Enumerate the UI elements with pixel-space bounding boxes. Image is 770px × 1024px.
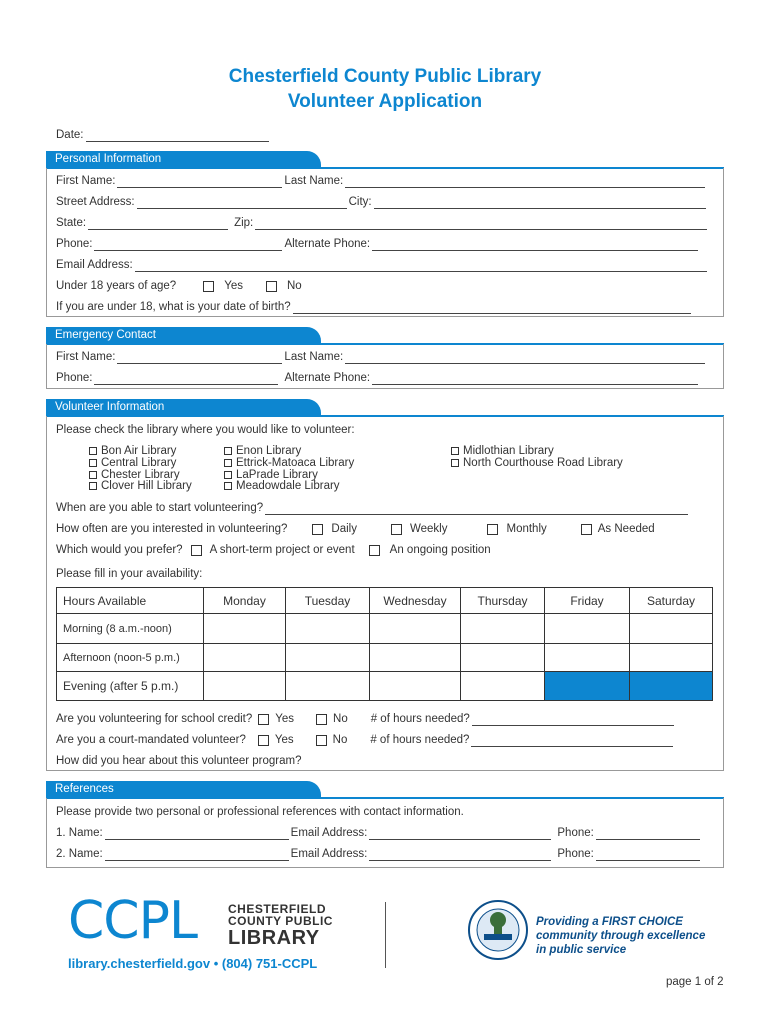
check-library-label: Please check the library where you would like to volunteer: <box>56 424 355 436</box>
page-number: page 1 of 2 <box>666 976 724 988</box>
school-yes-label: Yes <box>275 713 295 725</box>
street-label: Street Address: <box>56 196 135 208</box>
library-label: Chester Library <box>101 468 180 481</box>
school-credit-label: Are you volunteering for school credit? <box>56 713 253 725</box>
ccpl-logo-text: CCPL <box>68 891 197 951</box>
under18-no-label: No <box>286 280 302 292</box>
ccpl-logo-wordmark <box>228 903 333 949</box>
emergency-tab <box>46 327 321 344</box>
slogan-line-2: community through excellence <box>536 930 706 942</box>
as-needed-checkbox[interactable] <box>581 524 592 535</box>
ref2-email-label: Email Address: <box>290 848 368 860</box>
table-cell[interactable] <box>461 672 545 701</box>
start-field[interactable] <box>265 503 688 515</box>
first-name-field[interactable] <box>117 176 282 188</box>
last-name-field[interactable] <box>345 176 705 188</box>
date-field[interactable] <box>86 130 269 142</box>
short-term-label: A short-term project or event <box>209 544 355 556</box>
availability-table <box>56 587 713 701</box>
monthly-checkbox[interactable] <box>487 524 498 535</box>
city-field[interactable] <box>374 197 706 209</box>
slogan-line-3: in public service <box>536 944 627 956</box>
title-line-2: Volunteer Application <box>287 91 483 112</box>
library-label: Ettrick-Matoaca Library <box>236 456 355 469</box>
email-field[interactable] <box>135 260 707 272</box>
when-start-label: When are you able to start volunteering? <box>56 502 264 514</box>
logo-line-1: CHESTERFIELD <box>228 902 327 916</box>
table-header: Monday <box>204 588 286 614</box>
ref1-email-field[interactable] <box>369 828 551 840</box>
ec-last-name-field[interactable] <box>345 352 705 364</box>
references-tab <box>46 781 321 798</box>
library-column-2 <box>224 446 354 493</box>
table-header: Wednesday <box>370 588 461 614</box>
library-checkbox[interactable] <box>224 482 232 490</box>
table-cell[interactable] <box>204 644 286 672</box>
table-row <box>57 672 713 701</box>
title-line-1: Chesterfield County Public Library <box>228 66 542 87</box>
personal-info-header: Personal Information <box>46 151 321 168</box>
library-column-3 <box>451 446 623 470</box>
table-cell[interactable] <box>204 614 286 644</box>
court-label: Are you a court-mandated volunteer? <box>56 734 246 746</box>
table-cell[interactable] <box>545 644 630 672</box>
ref2-name-label: 2. Name: <box>56 848 103 860</box>
row-label: Evening (after 5 p.m.) <box>57 672 204 701</box>
daily-checkbox[interactable] <box>312 524 323 535</box>
start-row <box>56 497 690 515</box>
library-checkbox[interactable] <box>224 459 232 467</box>
reference-2-row <box>56 843 702 861</box>
library-label: Meadowdale Library <box>236 480 340 493</box>
ec-first-name-field[interactable] <box>117 352 282 364</box>
ref1-email-label: Email Address: <box>290 827 368 839</box>
emergency-header: Emergency Contact <box>46 327 321 344</box>
table-cell[interactable] <box>370 614 461 644</box>
table-header: Friday <box>545 588 630 614</box>
street-field[interactable] <box>137 197 347 209</box>
table-cell[interactable] <box>286 644 370 672</box>
slogan <box>536 915 705 957</box>
library-checkbox[interactable] <box>89 482 97 490</box>
reference-1-row <box>56 822 702 840</box>
table-cell[interactable] <box>286 672 370 701</box>
school-hours-field[interactable] <box>472 714 674 726</box>
library-checkbox[interactable] <box>451 447 459 455</box>
table-header: Saturday <box>630 588 713 614</box>
school-yes-checkbox[interactable] <box>258 714 269 725</box>
footer-divider <box>385 902 386 968</box>
ec-alt-phone-label: Alternate Phone: <box>284 372 371 384</box>
library-label: Clover Hill Library <box>101 480 192 493</box>
prefer-row <box>56 539 491 557</box>
daily-label: Daily <box>331 523 357 535</box>
ccpl-logo <box>68 891 197 951</box>
logo-line-3: LIBRARY <box>228 927 320 949</box>
school-hours-label: # of hours needed? <box>370 713 470 725</box>
ec-alt-phone-field[interactable] <box>372 373 698 385</box>
table-cell[interactable] <box>461 614 545 644</box>
table-cell[interactable] <box>630 614 713 644</box>
court-yes-checkbox[interactable] <box>258 735 269 746</box>
logo-line-2: COUNTY PUBLIC <box>228 914 333 928</box>
library-label: Central Library <box>101 456 177 469</box>
email-row <box>56 254 709 272</box>
state-zip-row <box>56 212 709 230</box>
library-checkbox[interactable] <box>224 447 232 455</box>
personal-name-row <box>56 170 707 188</box>
court-row <box>56 729 675 747</box>
monthly-label: Monthly <box>506 523 547 535</box>
date-label: Date: <box>56 129 84 141</box>
table-cell[interactable] <box>545 614 630 644</box>
emergency-phone-row <box>56 367 700 385</box>
school-credit-row <box>56 708 676 726</box>
library-checkbox[interactable] <box>89 471 97 479</box>
ref1-name-field[interactable] <box>105 828 289 840</box>
availability-row <box>56 563 202 581</box>
dob-label: If you are under 18, what is your date of birth? <box>56 301 291 313</box>
court-hours-field[interactable] <box>471 735 673 747</box>
ec-first-name-label: First Name: <box>56 351 116 363</box>
weekly-checkbox[interactable] <box>391 524 402 535</box>
row-label: Morning (8 a.m.-noon) <box>57 614 204 644</box>
library-label: Bon Air Library <box>101 445 177 457</box>
under18-yes-checkbox[interactable] <box>203 281 214 292</box>
email-label: Email Address: <box>56 259 133 271</box>
emergency-name-row <box>56 346 707 364</box>
zip-field[interactable] <box>255 218 707 230</box>
ref1-phone-field[interactable] <box>596 828 700 840</box>
alt-phone-label: Alternate Phone: <box>284 238 371 250</box>
alt-phone-field[interactable] <box>372 239 698 251</box>
ongoing-checkbox[interactable] <box>369 545 380 556</box>
volunteer-header: Volunteer Information <box>46 399 321 416</box>
school-no-checkbox[interactable] <box>316 714 327 725</box>
first-name-label: First Name: <box>56 175 116 187</box>
court-no-label: No <box>332 734 348 746</box>
table-header: Tuesday <box>286 588 370 614</box>
ref1-name-label: 1. Name: <box>56 827 103 839</box>
references-intro-row <box>56 801 464 819</box>
ongoing-label: An ongoing position <box>389 544 491 556</box>
prefer-label: Which would you prefer? <box>56 544 183 556</box>
dob-field[interactable] <box>293 302 691 314</box>
table-cell[interactable] <box>204 672 286 701</box>
ref2-phone-label: Phone: <box>557 848 594 860</box>
under18-label: Under 18 years of age? <box>56 280 177 292</box>
frequency-row <box>56 518 655 536</box>
table-cell[interactable] <box>370 672 461 701</box>
last-name-label: Last Name: <box>284 175 344 187</box>
school-no-label: No <box>333 713 348 725</box>
state-label: State: <box>56 217 87 229</box>
table-cell[interactable] <box>286 614 370 644</box>
state-field[interactable] <box>88 218 228 230</box>
library-checkbox[interactable] <box>451 459 459 467</box>
ref2-email-field[interactable] <box>369 849 551 861</box>
city-label: City: <box>348 196 372 208</box>
library-option[interactable] <box>451 458 623 470</box>
references-intro: Please provide two personal or professional references with contact information. <box>56 806 464 818</box>
table-cell-unavailable <box>545 672 630 701</box>
phone-row <box>56 233 700 251</box>
library-column-1 <box>89 446 192 493</box>
as-needed-label: As Needed <box>597 523 655 535</box>
table-header: Thursday <box>461 588 545 614</box>
date-row <box>56 124 271 142</box>
slogan-line-1: Providing a FIRST CHOICE <box>536 916 683 928</box>
ref2-name-field[interactable] <box>105 849 289 861</box>
how-often-label: How often are you interested in volunteering? <box>56 523 288 535</box>
website-phone: library.chesterfield.gov • (804) 751-CCPL <box>68 956 318 971</box>
availability-label: Please fill in your availability: <box>56 568 203 580</box>
library-label: North Courthouse Road Library <box>463 456 623 469</box>
library-option[interactable] <box>224 481 354 493</box>
weekly-label: Weekly <box>409 523 448 535</box>
personal-info-tab <box>46 151 321 168</box>
table-cell[interactable] <box>630 644 713 672</box>
court-hours-label: # of hours needed? <box>370 734 470 746</box>
table-row <box>57 644 713 672</box>
ec-last-name-label: Last Name: <box>284 351 344 363</box>
county-seal-icon <box>468 900 528 960</box>
zip-label: Zip: <box>234 217 254 229</box>
table-cell[interactable] <box>370 644 461 672</box>
under18-yes-label: Yes <box>224 280 243 292</box>
ec-phone-field[interactable] <box>94 373 278 385</box>
table-cell[interactable] <box>461 644 545 672</box>
court-yes-label: Yes <box>274 734 294 746</box>
row-label: Afternoon (noon-5 p.m.) <box>57 644 204 672</box>
library-checkbox[interactable] <box>89 447 97 455</box>
ref1-phone-label: Phone: <box>557 827 594 839</box>
page-title <box>0 64 770 114</box>
references-header: References <box>46 781 321 798</box>
address-row <box>56 191 708 209</box>
short-term-checkbox[interactable] <box>191 545 202 556</box>
table-row <box>57 614 713 644</box>
phone-label: Phone: <box>56 238 93 250</box>
library-checkbox[interactable] <box>89 459 97 467</box>
phone-field[interactable] <box>94 239 282 251</box>
under18-no-checkbox[interactable] <box>266 281 277 292</box>
check-library-row <box>56 419 355 437</box>
library-label: Enon Library <box>236 445 302 457</box>
volunteer-tab <box>46 399 321 416</box>
under18-row <box>56 275 302 293</box>
table-header: Hours Available <box>57 588 204 614</box>
court-no-checkbox[interactable] <box>316 735 327 746</box>
hear-about-row <box>56 750 301 768</box>
dob-row <box>56 296 693 314</box>
hear-about-label: How did you hear about this volunteer program? <box>56 755 302 767</box>
library-option[interactable] <box>89 481 192 493</box>
ref2-phone-field[interactable] <box>596 849 700 861</box>
library-checkbox[interactable] <box>224 471 232 479</box>
table-cell-unavailable <box>630 672 713 701</box>
ec-phone-label: Phone: <box>56 372 93 384</box>
library-label: LaPrade Library <box>236 468 318 481</box>
table-header-row <box>57 588 713 614</box>
library-label: Midlothian Library <box>463 445 554 457</box>
